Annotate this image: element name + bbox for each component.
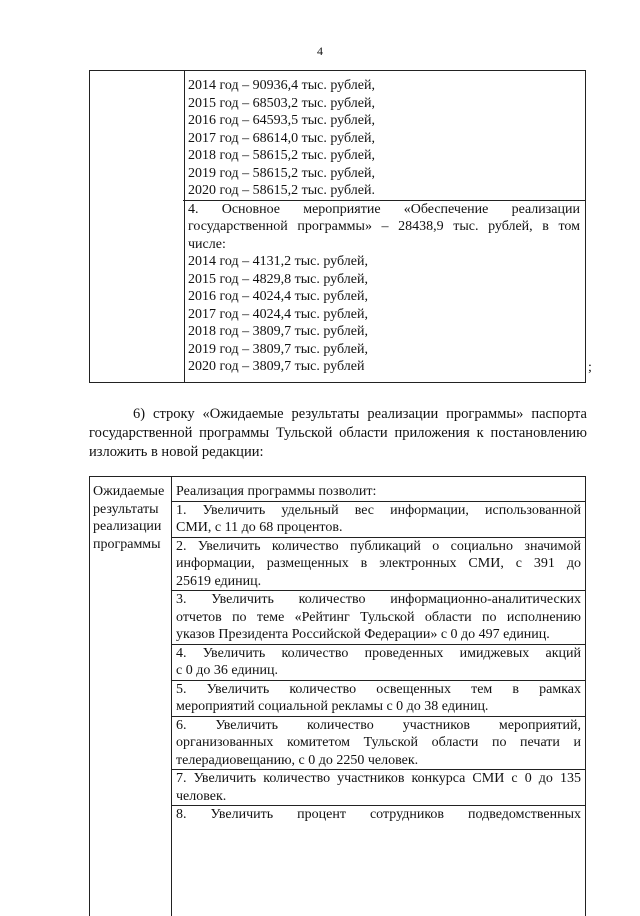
funding-table — [89, 70, 586, 383]
label-line: результаты — [93, 501, 159, 517]
result-line: 2. Увеличить количество публикаций о социально значимой — [176, 538, 581, 554]
funding-line: 2019 год – 3809,7 тыс. рублей, — [188, 341, 368, 357]
funding-line: 2016 год – 64593,5 тыс. рублей, — [188, 113, 375, 128]
result-line: человек. — [176, 788, 227, 804]
label-line: программы — [93, 536, 161, 552]
result-line: информации, размещенных в электронных СМИ, с 391 до — [176, 556, 581, 571]
funding-line: 2020 год – 58615,2 тыс. рублей. — [188, 183, 375, 198]
funding-line: 4. Основное мероприятие «Обеспечение реализации — [188, 201, 580, 217]
result-line: 25619 единиц. — [176, 573, 262, 589]
funding-line: числе: — [188, 236, 226, 252]
funding-line: 2018 год – 58615,2 тыс. рублей, — [188, 148, 375, 163]
result-line: 8. Увеличить процент сотрудников подведомственных — [176, 807, 581, 822]
result-line: 5. Увеличить количество освещенных тем в рамках — [176, 681, 581, 697]
label-line: Ожидаемые — [93, 484, 165, 499]
result-line: 4. Увеличить количество проведенных имиджевых акций — [176, 645, 581, 661]
funding-line: 2020 год – 3809,7 тыс. рублей — [188, 359, 365, 374]
result-line: телерадиовещанию, с 0 до 2250 человек. — [176, 752, 419, 768]
result-line: 7. Увеличить количество участников конкурса СМИ с 0 до 135 — [176, 771, 581, 786]
result-line: 1. Увеличить удельный вес информации, использованной — [176, 502, 581, 518]
results-label-cell — [93, 483, 169, 553]
result-line: 3. Увеличить количество информационно-аналитических — [176, 592, 581, 607]
paragraph-line: изложить в новой редакции: — [89, 444, 264, 460]
funding-cell — [188, 77, 580, 376]
result-line: Реализация программы позволит: — [176, 484, 377, 499]
result-line: указов Президента Российской Федерации» с 0 до 497 единиц. — [176, 627, 550, 642]
funding-line: 2019 год – 58615,2 тыс. рублей, — [188, 165, 375, 181]
result-line: СМИ, с 11 до 68 процентов. — [176, 520, 343, 535]
paragraph-line: государственной программы Тульской области приложения к постановлению — [89, 425, 587, 441]
result-line: с 0 до 36 единиц. — [176, 663, 278, 678]
result-line: организованных комитетом Тульской области по печати и — [176, 735, 581, 750]
column-divider — [184, 71, 185, 382]
funding-line: 2016 год – 4024,4 тыс. рублей, — [188, 289, 368, 304]
trailing-semicolon: ; — [588, 360, 592, 375]
column-divider — [171, 477, 172, 916]
funding-line: 2015 год – 68503,2 тыс. рублей, — [188, 95, 375, 111]
paragraph-line: 6) строку «Ожидаемые результаты реализации программы» паспорта — [133, 406, 587, 422]
funding-line: 2017 год – 4024,4 тыс. рублей, — [188, 306, 368, 322]
results-content-cell — [176, 483, 581, 824]
result-line: мероприятий социальной рекламы с 0 до 38 единиц. — [176, 699, 489, 714]
funding-line: 2015 год – 4829,8 тыс. рублей, — [188, 271, 368, 287]
funding-line: 2014 год – 90936,4 тыс. рублей, — [188, 78, 375, 93]
label-line: реализации — [93, 519, 162, 534]
result-line: 6. Увеличить количество участников мероприятий, — [176, 717, 581, 733]
funding-line: 2014 год – 4131,2 тыс. рублей, — [188, 254, 368, 269]
amendment-paragraph — [89, 405, 587, 462]
funding-line: 2017 год – 68614,0 тыс. рублей, — [188, 130, 375, 146]
page-number: 4 — [317, 44, 323, 58]
funding-line: 2018 год – 3809,7 тыс. рублей, — [188, 324, 368, 339]
results-table — [89, 476, 586, 916]
funding-line: государственной программы» – 28438,9 тыс. рублей, в том — [188, 219, 580, 234]
result-line: отчетов по теме «Рейтинг Тульской области по исполнению — [176, 609, 581, 625]
